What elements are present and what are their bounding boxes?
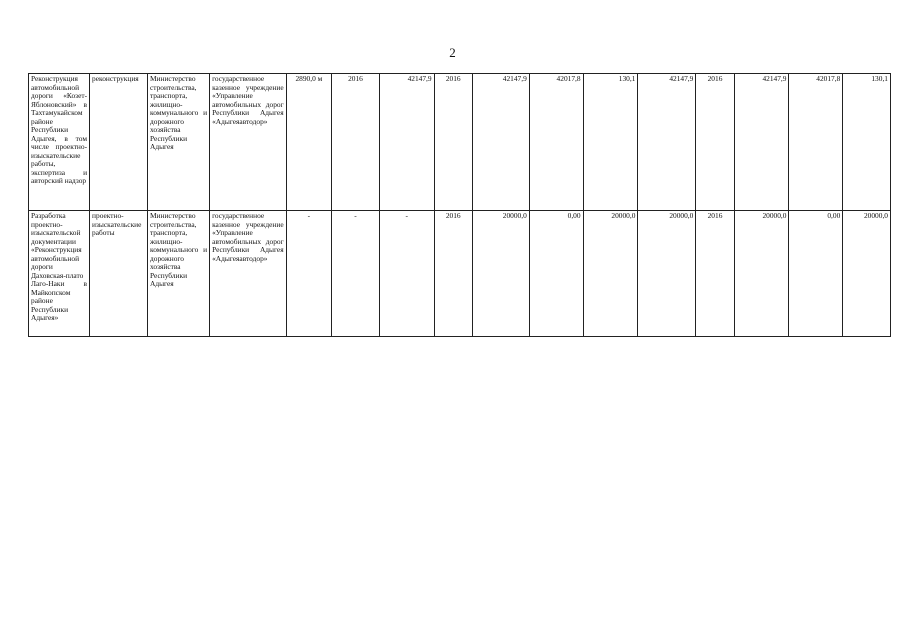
value-5: 20000,0 bbox=[734, 211, 789, 337]
customer: Министерство строительства, транспорта, жилищно-коммунального и дорожного хозяйства Республики Адыгея bbox=[147, 74, 209, 211]
year-3: 2016 bbox=[696, 74, 734, 211]
value-7: 130,1 bbox=[843, 74, 891, 211]
object-name: Разработка проектно-изыскательской документации «Реконструкция автомобильной дороги Даховская-плато Лаго-Наки в Майкопском районе Республики Адыгея» bbox=[29, 211, 90, 337]
object-name: Реконструкция автомобильной дороги «Козет-Яблоновский» в Тахтамукайском районе Республики Адыгея, в том числе проектно-изыскательские работы, экспертиза и авторский надзор bbox=[29, 74, 90, 211]
value-1: 20000,0 bbox=[472, 211, 529, 337]
value-3: 20000,0 bbox=[583, 211, 638, 337]
year-start: 2016 bbox=[332, 74, 380, 211]
work-type: проектно-изыскательские работы bbox=[90, 211, 148, 337]
table-row bbox=[29, 74, 891, 211]
year-start: - bbox=[332, 211, 380, 337]
executor: государственное казенное учреждение «Управление автомобильных дорог Республики Адыгея «Адыгеяавтодор» bbox=[210, 74, 287, 211]
work-type: реконструкция bbox=[90, 74, 148, 211]
value-5: 42147,9 bbox=[734, 74, 789, 211]
value-1: 42147,9 bbox=[472, 74, 529, 211]
data-table bbox=[28, 73, 891, 337]
year-2: 2016 bbox=[434, 211, 472, 337]
executor: государственное казенное учреждение «Управление автомобильных дорог Республики Адыгея «Адыгеяавтодор» bbox=[210, 211, 287, 337]
value-3: 130,1 bbox=[583, 74, 638, 211]
customer: Министерство строительства, транспорта, жилищно-коммунального и дорожного хозяйства Республики Адыгея bbox=[147, 211, 209, 337]
year-3: 2016 bbox=[696, 211, 734, 337]
table-row bbox=[29, 211, 891, 337]
year-2: 2016 bbox=[434, 74, 472, 211]
capacity: - bbox=[286, 211, 332, 337]
capacity: 2890,0 м bbox=[286, 74, 332, 211]
page-number: 2 bbox=[449, 45, 456, 60]
value-4: 20000,0 bbox=[638, 211, 696, 337]
estimated-cost: - bbox=[379, 211, 434, 337]
value-7: 20000,0 bbox=[843, 211, 891, 337]
estimated-cost: 42147,9 bbox=[379, 74, 434, 211]
value-6: 0,00 bbox=[789, 211, 843, 337]
value-2: 42017,8 bbox=[529, 74, 583, 211]
value-4: 42147,9 bbox=[638, 74, 696, 211]
value-6: 42017,8 bbox=[789, 74, 843, 211]
value-2: 0,00 bbox=[529, 211, 583, 337]
